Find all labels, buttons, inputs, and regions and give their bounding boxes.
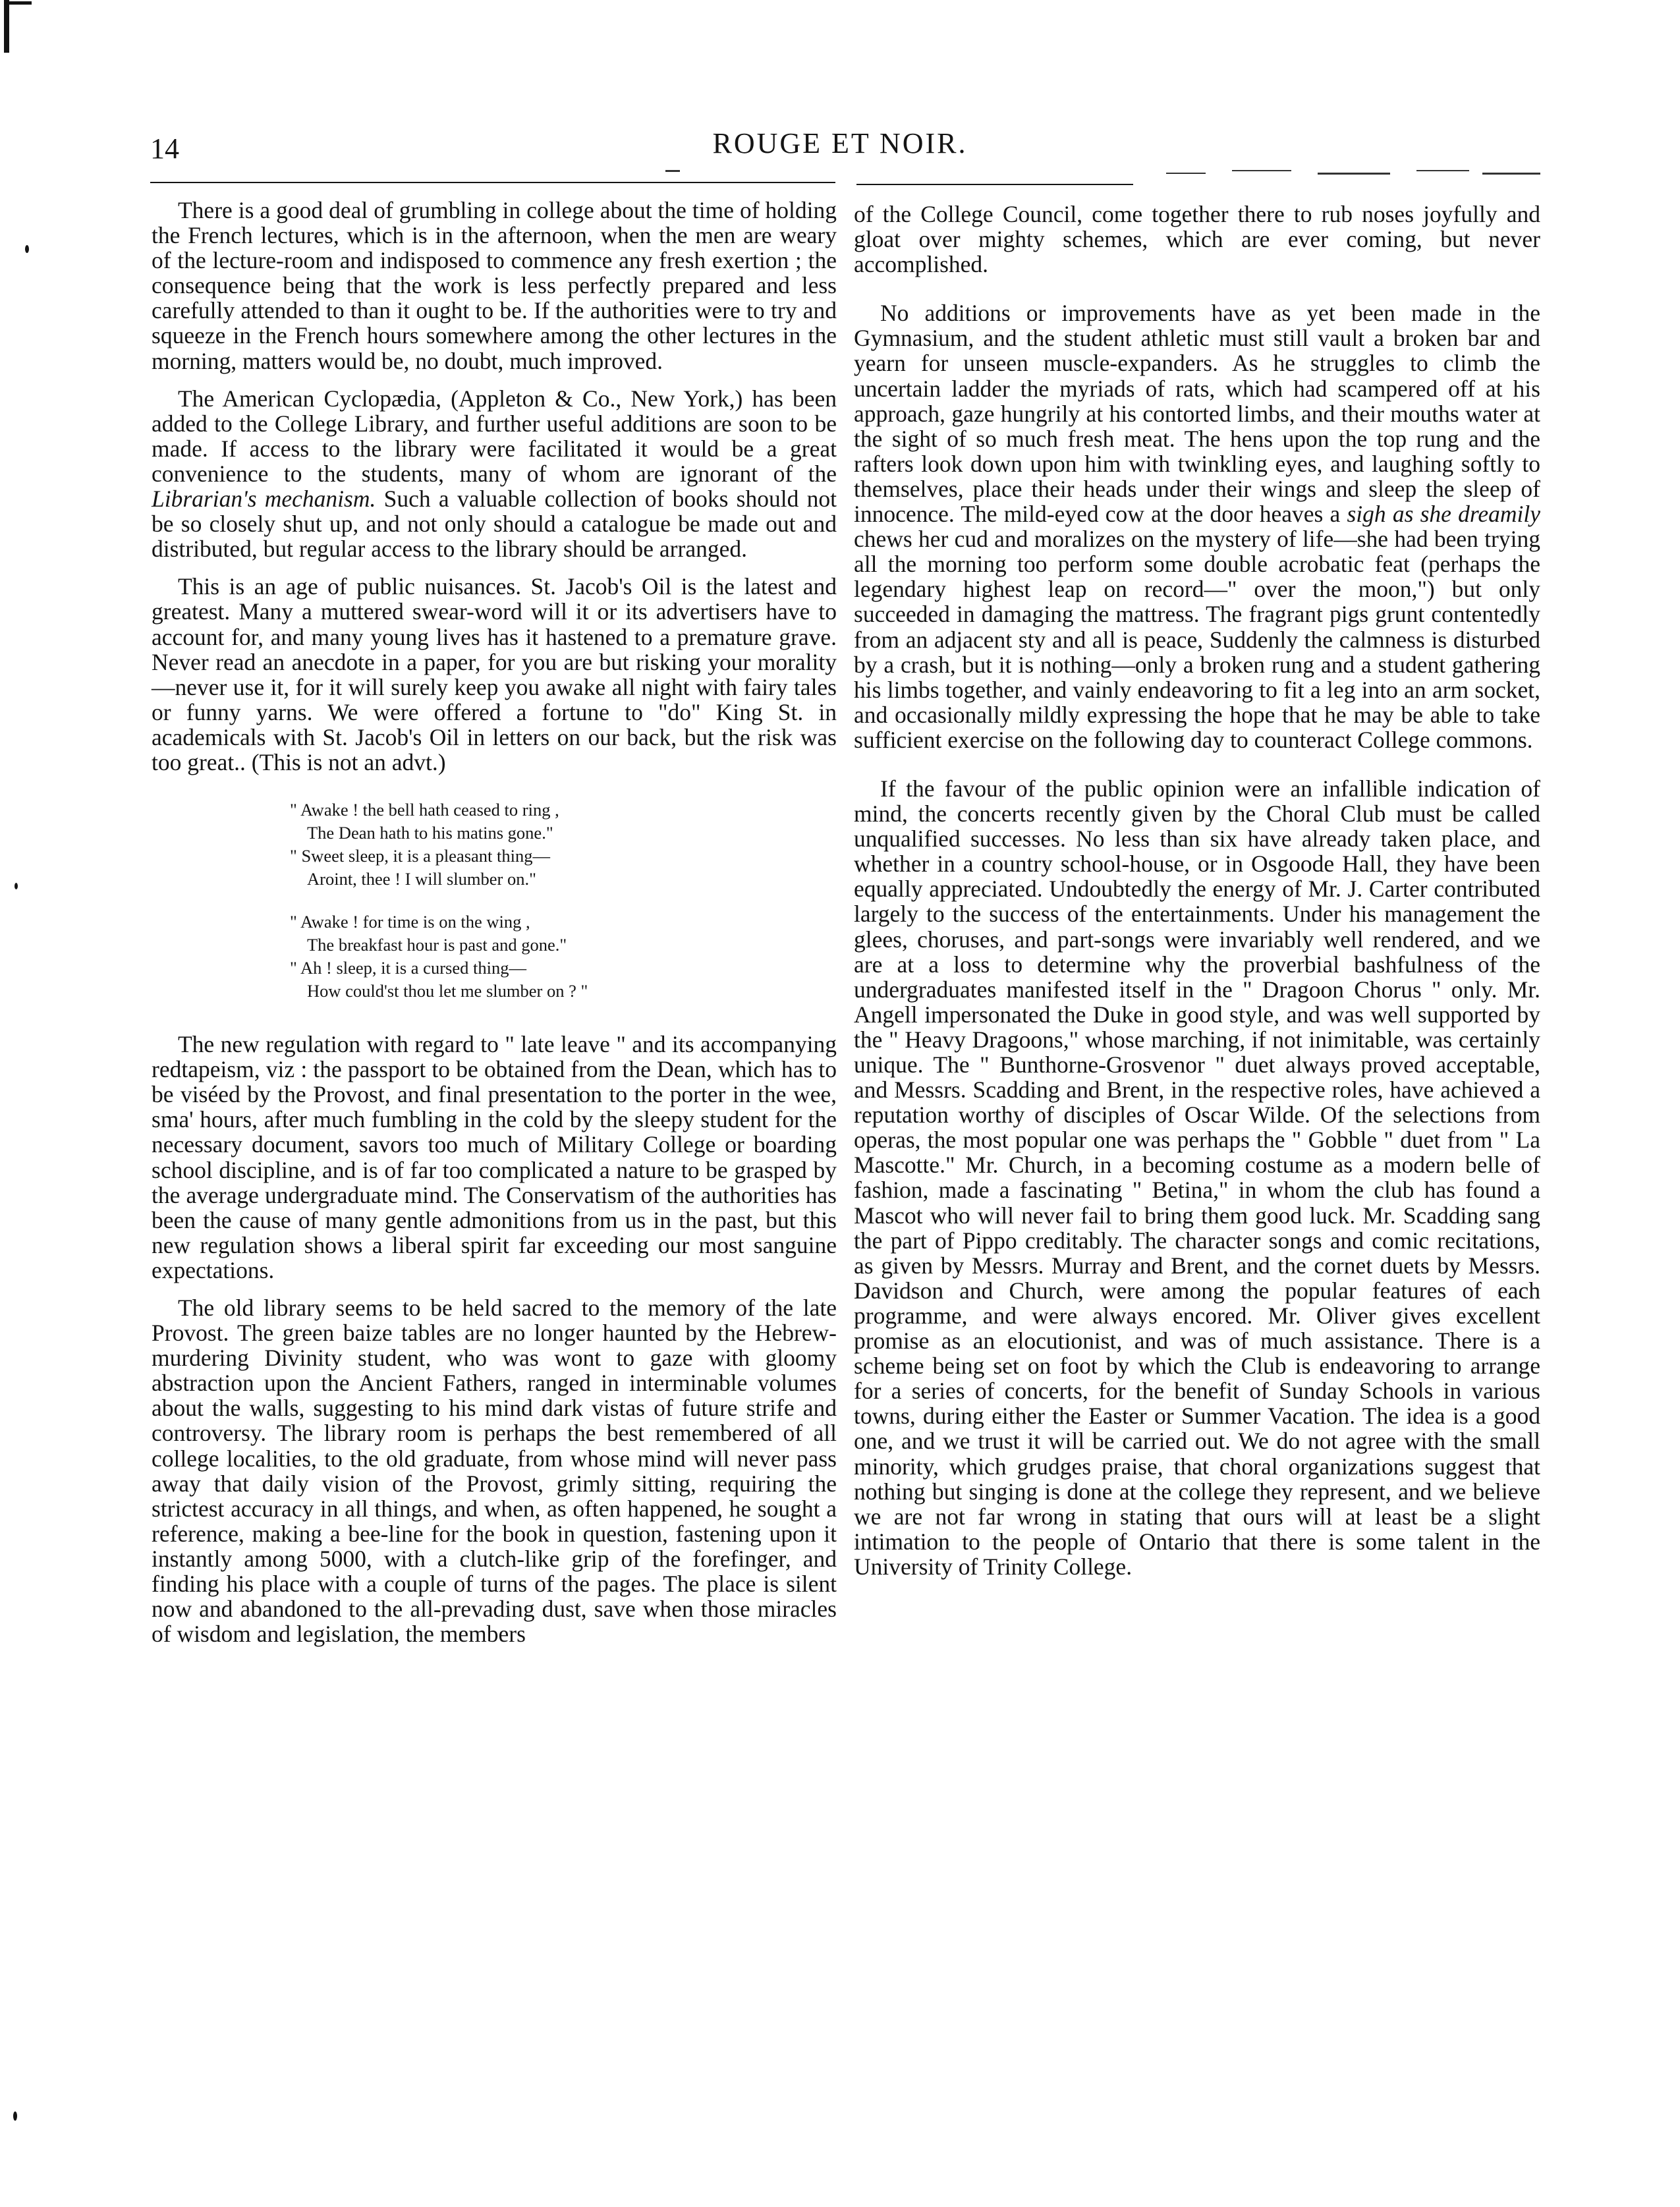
scan-edge-mark: [4, 0, 9, 53]
paragraph-late-leave: The new regulation with regard to " late leave " and its accompanying redtapeism, viz : the passport to be obtained from the Dean, which has to be viséed by the Provost, and final presentation to the porter in the wee, sma' hours, after much fumbling in the cold by the sleepy student for the necessary document, savors too much of Military College or boarding school discipline, and is of far too complicated a nature to be grasped by the average undergraduate mind. The Conservatism of the authorities has been the cause of many gentle admonitions from us in the past, but this new regulation shows a liberal spirit far exceeding our most sanguine expectations.: [152, 1031, 837, 1283]
gymnasium-text-italic: sigh as she dreamily: [1347, 501, 1540, 528]
margin-speck: [25, 245, 29, 253]
poem-line: " Sweet sleep, it is a pleasant thing—: [290, 846, 550, 866]
header-rule-mark: [1416, 170, 1469, 171]
poem-stanza-1: [290, 798, 837, 891]
paragraph-choral-club: If the favour of the public opinion were an infallible indication of mind, the concerts recently given by the Choral Club must be called unqualified successes. No less than six have already taken place, and whether in a country school-house, or in Osgoode Hall, they have been equally appreciated. Undoubtedly the energy of Mr. J. Carter contributed largely to the success of the entertainments. Under his management the glees, choruses, and part-songs were invariably well rendered, and we are at a loss to determine why the proverbial bashfulness of the undergraduates manifested itself in the " Dragoon Chorus " only. Mr. Angell impersonated the Duke in good style, and was well supported by the " Heavy Dragoons," whose marching, if not inimitable, was certainly unique. The " Bunthorne-Grosvenor " duet always proved acceptable, and Messrs. Scadding and Brent, in the respective roles, have achieved a reputation worthy of disciples of Oscar Wilde. Of the selections from operas, the most popular one was perhaps the " Gobble " duet from " La Mascotte." Mr. Church, in a becoming costume as a modern belle of fashion, made a fascinating " Betina," in whom the club has found a Mascot who will never fail to bring them good luck. Mr. Scadding sang the part of Pippo creditably. The character songs and comic recitations, as given by Messrs. Murray and Brent, and the cornet duets by Messrs. Davidson and Church, were among the popular features of each programme, and were always encored. Mr. Oliver gives excellent promise as an elocutionist, and was of much assistance. There is a scheme being set on foot by which the Club is endeavoring to arrange for a series of concerts, for the benefit of Sunday Schools in various towns, during either the Easter or Summer Vacation. The idea is a good one, and we trust it will be carried out. We do not agree with the small minority, which grudges praise, that choral organizations suggest that nothing but singing is done at the college they represent, and we believe we are not far wrong in stating that ours will at least be a slight intimation to the people of Ontario that there is some talent in the University of Trinity College.: [854, 775, 1540, 1580]
margin-speck: [14, 883, 18, 889]
paragraph-french-lectures: There is a good deal of grumbling in college about the time of holding the French lectures, which is in the afternoon, when the men are weary of the lecture-room and indisposed to commence any fresh exertion ; the consequence being that the work is less perfectly prepared and less carefully attended to than it ought to be. If the authorities were to try and squeeze in the French hours somewhere among the other lectures in the morning, matters would be, no doubt, much improved.: [152, 197, 837, 374]
header-rule-mark: [1318, 173, 1390, 175]
page-number: 14: [150, 132, 179, 165]
poem-line: " Ah ! sleep, it is a cursed thing—: [290, 958, 526, 978]
header-rule-mark: [1232, 170, 1291, 171]
library-text-a: The American Cyclopædia, (Appleton & Co., New York,) has been added to the College Library, and further useful additions are soon to be made. If access to the library were facilitated it would be a great convenience to the students, many of whom are ignorant of the: [152, 385, 837, 487]
paragraph-college-library: [152, 386, 837, 562]
header-rule-mark: [1482, 173, 1540, 175]
poem-line: Aroint, thee ! I will slumber on.": [307, 869, 536, 889]
right-column: [854, 202, 1540, 1592]
poem-line: The breakfast hour is past and gone.": [307, 935, 567, 955]
gymnasium-text-b: chews her cud and moralizes on the mystery of life—she had been trying all the morning too perform some double acrobatic feat (perhaps the legendary highest leap on record—" over the moon,") but only succeeded in damaging the mattress. The fragrant pigs grunt contentedly from an adjacent sty and all is peace, Suddenly the calmness is disturbed by a crash, but it is nothing—only a broken rung and a student gathering his limbs together, and vainly endeavoring to fit a leg into an arm socket, and occasionally mildly expressing the hope that he may be able to take sufficient exercise on the following day to counteract College commons.: [854, 526, 1540, 753]
paragraph-old-library: The old library seems to be held sacred to the memory of the late Provost. The green baize tables are no longer haunted by the Hebrew-murdering Divinity student, who was wont to gaze with gloomy abstraction upon the Ancient Fathers, ranged in interminable volumes about the walls, suggesting to his mind dark vistas of future strife and controversy. The library room is perhaps the best remembered of all college localities, to the old graduate, from whose mind will never pass away that daily vision of the Provost, grimly sitting, requiring the strictest accuracy in all things, and when, as often happened, he sought a reference, making a bee-line for the book in question, fastening upon it instantly among 5000, with a clutch-like grip of the forefinger, and finding his place with a couple of turns of the pages. The place is silent now and abandoned to the all-prevading dust, save when those miracles of wisdom and legislation, the members: [152, 1295, 837, 1648]
library-text-italic: Librarian's mechanism.: [152, 486, 376, 513]
poem-line: " Awake ! for time is on the wing ,: [290, 912, 530, 932]
poem: [290, 798, 837, 1003]
library-text-b: Such a valuable collection of books should not be so closely shut up, and not only should a catalogue be made out and distributed, but regular access to the library should be arranged.: [152, 486, 837, 563]
poem-line: The Dean hath to his matins gone.": [307, 823, 553, 843]
paragraph-college-council: of the College Council, come together there to rub noses joyfully and gloat over mighty schemes, which are ever coming, but never accomplished.: [854, 201, 1540, 278]
running-title: ROUGE ET NOIR.: [712, 127, 968, 159]
scan-edge-mark-top: [4, 1, 32, 5]
paragraph-gymnasium: [854, 300, 1540, 752]
header-rule-left: [150, 182, 835, 183]
paragraph-st-jacobs-oil: This is an age of public nuisances. St. Jacob's Oil is the latest and greatest. Many a muttered swear-word will it or its advertisers have to account for, and many young lives has it hastened to a premature grave. Never read an anecdote in a paper, for you are but risking your morality —never use it, for it will surely keep you awake all night with fairy tales or funny yarns. We were offered a fortune to "do" King St. in academicals with St. Jacob's Oil in letters on our back, but the risk was too great.. (This is not an advt.): [152, 573, 837, 775]
left-column: [152, 198, 837, 1659]
header-rule-right: [856, 184, 1133, 185]
poem-line: How could'st thou let me slumber on ? ": [307, 981, 588, 1001]
poem-stanza-2: [290, 910, 837, 1003]
gymnasium-text-a: No additions or improvements have as yet been made in the Gymnasium, and the student athletic must still vault a broken bar and yearn for unseen muscle-expanders. As he struggles to climb the uncertain ladder the myriads of rats, which had scampered off at his approach, gaze hungrily at his contorted limbs, and their mouths water at the sight of so much fresh meat. The hens upon the top rung and the rafters look down upon him with twinkling eyes, and laughing softly to themselves, place their heads under their wings and sleep the sleep of innocence. The mild-eyed cow at the door heaves a: [854, 300, 1540, 528]
header-rule-mark: [1166, 173, 1206, 174]
margin-speck: [13, 2111, 17, 2121]
header-rule-mark: [665, 170, 680, 172]
poem-line: " Awake ! the bell hath ceased to ring ,: [290, 800, 559, 820]
